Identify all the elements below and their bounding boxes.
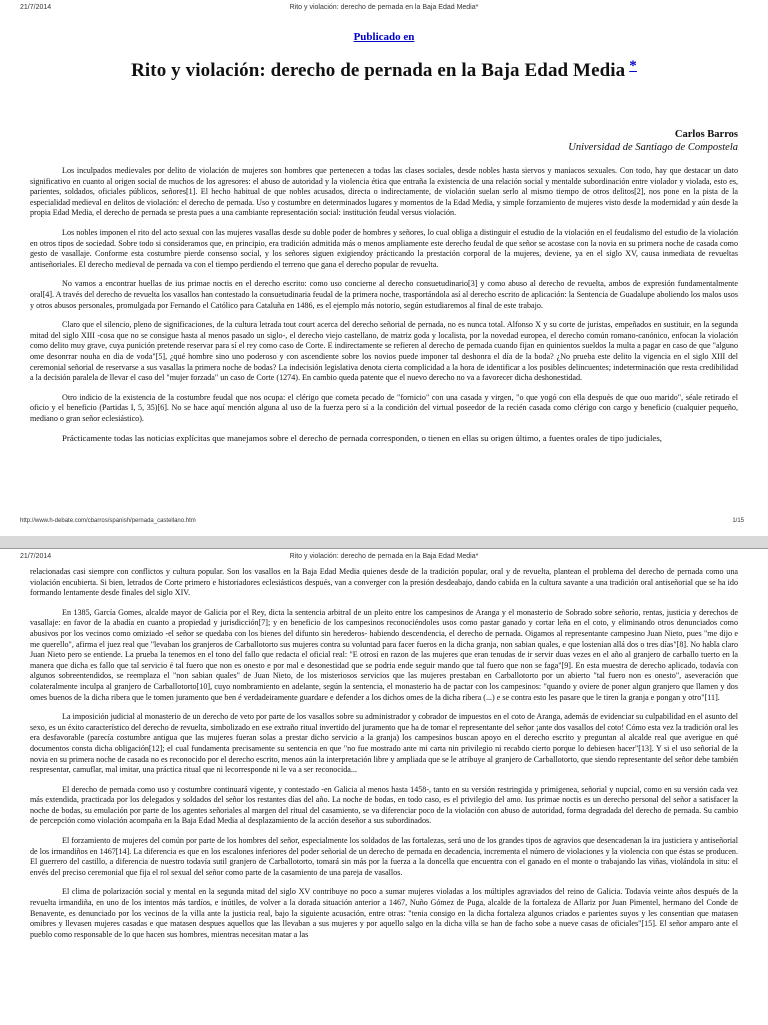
print-date: 21/7/2014 [20,4,52,11]
article-body-page-1 [30,166,738,514]
paragraph: Prácticamente todas las noticias explícitas que manejamos sobre el derecho de pernada corresponden, o tienen en ellas su origen último, a fuentes orales de tipo judiciales, [62,433,662,444]
page-number: 1/15 [732,518,744,524]
page-url: http://www.h-debate.com/cbarros/spanish/pernada_castellano.htm [20,518,196,524]
paragraph: El clima de polarización social y mental en la segunda mitad del siglo XV contribuye no poco a sumar mujeres violadas a los múltiples agraviados del reino de Galicia. Todavía veinte años después de la revuelta irmandiña, en uno de los intentos más tardíos, e inútiles, de volver a la dorada situación anterior a 1467, Nuño Gómez de Puga, alcalde de la fortaleza de Allariz por Juan Pimentel, hermano del Conde de Benavente, es denunciado por los vecinos de la villa ante la justicia real, bajo la siguiente acusación, entre otras: "tenia consigo en la dicha fortaleza algunos criados e parientes suyos y les consentian que matasen omibres y llevasen mujeres casadas e que matasen despues aquellos que las llevaban a sus mujeres y por aquello salgo en la dicha villa se han de facho sobe a nueve casas de oficiales"[15]. El señor amparo ante el pueblo como responsable de lo que hacen sus hombres, mientras necesitan matar a las [30,887,738,939]
article-body-page-2 [30,567,738,1025]
paragraph: relacionadas casi siempre con conflictos y cultura popular. Son los vasallos en la Baja Edad Media quienes desde de la tradición popular, oral y de revuelta, plantean el problema del derecho de pernada como una violación encubierta. Si bien, letrados de Corte primero e historiadores eclesiásticos después, van a converger con la presión desdeabajo, dando cabida en la cultura savante a una tradición oral antiseñorial que se ha ido formando lentamente desde finales del siglo XIV. [30,567,738,598]
paragraph: El derecho de pernada como uso y costumbre continuará vigente, y contestado -en Galicia al menos hasta 1458-, tanto en su versión restringida y primigenea, señorial y nupcial, como en su versión cada vez más extendida, practicada por los delegados y soldados del señor los restantes días del año. La noche de bodas, en todo caso, es el privilegio del amo. Ius primae noctis es un derecho personal del señor a satisfacer la noche de bodas, su emulación por parte de los agentes señoriales al margen del ritual del casamiento, se va diferenciar poco de la violación con abuso de autoridad, forma degradada del derecho de pernada. Su cambio de percepción como violación acompaña en la Baja Edad Media al desplazamiento de la acción deseñor a sus subordinados. [30,784,738,826]
print-header [0,553,768,565]
paragraph: Otro indicio de la existencia de la costumbre feudal que nos ocupa: el clérigo que cometa pecado de "fornicio" con una casada y virgen, "o que yogó con ella después de que ouo marido", séale retirado el oficio y el beneficio (Partidas I, 5, 35)[6]. No se hace aquí mención alguna al uso de la fuerza pero sí a la condición del virtual poseedor de la recién casada como clérigo con cargo y beneficio (cualquier pequeño, mediano o gran señor eclesiástico). [30,392,738,423]
print-title: Rito y violación: derecho de pernada en la Baja Edad Media* [289,553,479,560]
print-footer [0,518,768,528]
author-block [568,128,738,154]
paragraph: Los inculpados medievales por delito de violación de mujeres son hombres que pertenecen a todas las clases sociales, desde nobles hasta siervos y maniacos sexuales. Con todo, hay que destacar un dato significativo en cuanto al origen social de muchos de los agresores: el abuso de autoridad y la violencia ética que entraña la existencia de una relación social y mentalde subordinación entre violador y violada, esto es, parientes, soldados, oficiales públicos, señores[1]. El hecho habitual de que nobles acusados, directa o indirectamente, de violación suelan serlo al mismo tiempo de otros delitos[2], nos pone en la pista de la especialidad medieval en delitos de violación: el derecho de pernada. Uso y costumbre en determinados lugares y momentos de la Edad Media, y simple forzamiento de mujeres visto desde la modernidad y aún desde la propia Edad Media, el derecho de pernada se presta pues a una cambiante representación social: institución feudal versus violación. [30,166,738,218]
paragraph: Claro que el silencio, pleno de significaciones, de la cultura letrada tout court acerca del derecho señorial de pernada, no es nunca total. Alfonso X y su corte de juristas, empeñados en sustituir, en la segunda mitad del siglo XIII -cosa que no se consigue hasta al menos pasado un siglo-, el derecho viejo castellano, de matriz goda y localista, por la novedad europea, el derecho común romano-canónico, enfocan la violación como delito muy grave, cuya punición pretende reservar para sí el rey como caso de Corte. E indirectamente se refieren al derecho de pernada cuando fijan en quinientos sueldos la multa a pagar en caso de que "alguno ome desonrrar nouha en dia de voda"[5], ¿qué hombre sino uno poderoso y con ascendiente sobre los novios puede imponer tal deshonra el día de la boda? ¿No prueba este delito la vigencia en el siglo XIII del ceremonial señorial de reservarse a sus vasallas la primera noche de bodas? La indecisión legislativa denota cierta complicidad a la hora de identificar a los posibles delincuentes; indeterminación que resta credibilidad a la decisión paralela de llevar el caso del "mujer forzada" un caso de Corte (1274). En cambio queda patente que el nuevo derecho no va a favorecer dicha deshonestidad. [30,320,738,383]
print-date: 21/7/2014 [20,553,52,560]
article-title-text: Rito y violación: derecho de pernada en la Baja Edad Media [131,60,626,81]
document-page-2 [0,548,768,1025]
paragraph: El forzamiento de mujeres del común por parte de los hombres del señor, especialmente los soldados de las fortalezas, será uno de los grandes tipos de agravios que desencadenan la ira justiciera y antiseñorial de los irmandiños en 1467[14]. La diferencia es que en los escalones inferiores del poder señorial de un derecho de pernada en decadencia, incrementa el número de violaciones y la violencia con que éstas se producen. El guerrero del castillo, a diferencia de nuestro todavía sutil granjero de Carballotorto, tomará sin más por la fuerza a la doncella que encuentra con el ganado en el monte o trabajando las viñas, violándola in situ: el envés del preciso ceremonial que fija el rol sexual del señor como parte de la casamiento de una pareja de vasallos. [30,836,738,877]
author-affiliation: Universidad de Santiago de Compostela [568,142,738,153]
print-header [0,4,768,16]
paragraph: Los nobles imponen el rito del acto sexual con las mujeres vasallas desde su doble poder de hombres y señores, lo cual obliga a distinguir el estudio de la violación en el feudalismo del estudio de la violación en otros tipos de sociedad. Sobre todo si consideramos que, en principio, era tradición admitida más o menos ampliamente este derecho feudal de que señor se acostase con la novia en su primera noche de casada como gesto de vasallaje. Conforme esta costumbre pierde consenso social, y los señores siguen exigiendoy prácticando la prestación corporal de la mujeres, deviene, ya en el siglo XV, causa inmediata de revueltas antiseñoriales. El derecho medieval de pernada va con el tiempo perdiendo el terreno que gana el derecho popular de revuelta. [30,227,738,269]
print-title: Rito y violación: derecho de pernada en la Baja Edad Media* [289,4,479,11]
article-title [0,58,768,82]
page-separator [0,536,768,548]
author-name: Carlos Barros [674,129,738,140]
paragraph: No vamos a encontrar huellas de ius primae noctis en el derecho escrito: como uso concierne al derecho consuetudinario[3] y como abuso al derecho de revuelta, ambos de expresión fundamentalmente oral[4]. A través del derecho de revuelta los vasallos han contestado la consuetudinaria feudal de la primera noche, trasportándola así al derecho escrito de aplicación: la Sentencia de Guadalupe aboliendo los malos usos y otros abusos personales, promulgada por Fernando el Católico para Cataluña en 1486, es el ejemplo más notorio, según estudiaremos al final de este trabajo. [30,279,738,310]
paragraph: En 1385, García Gomes, alcalde mayor de Galicia por el Rey, dicta la sentencia arbitral de un pleito entre los campesinos de Aranga y el monasterio de Sobrado sobre señorío, rentas, justicia y derechos de vasallaje: en favor de la abadía en cuanto a propiedad y jurisdicción[7]; y en beneficio de los campesinos reconociéndoles usos como pastar ganado y cortar leña en el coto, y eliminando otros denunciados como abusivos por los vecinos como omiziado -el señor se quedaba con los bienes del difunto sin herederos- habiendo descendencia, el derecho de pernada. Oigamos al representante campesino Juan Nieto, pues "me dijo e me querello", afirma el juez real que "levaban los granjeros de Carballotorto sus mujeres contra su voluntad para facer fueros en la dicha granja, non sabian quales, e que lostenian allá dos o tres días"[8]. No habla claro Juan Nieto pero se entiende. La prueba la tenemos en el tono del fallo que redacta el oficial real: "E otrosí en razon de las mujeres que eran tenudas de ir servir duas vezes en el año al granjero de carballo tuerto en la manera que dicha es fallo que tal servicio é tal fuero que non es onesto e por mal e desonestidad que se podria ende seguir mando que tal fuero que non se faga"[9]. En esta muestra de derecho aplicado, todavía con algunos sobreentendidos, se reemplaza el "non sabian quales" de Juan Nieto, de los misteriosos servicios que las mujeres prestaban en Carballotorto por un abierto "tal fuero non es onesto", aseveración que colateralmente inculpa al granjero de Carballotorto[10], cuyo nombramiento en adelante, según la sentencia, el monasterio ha de pactar con los campesinos: "quando y oviere de poner algun granjero que llamen y dos omes buenos de la dicha ribera que le tomen juramento que ben é verdadeiramente guardare e defender a los dichos omes de la dicha ribera (...) e se contra esto les pasare que le tiren la granja e pongan y otro"[11]. [30,607,738,702]
title-footnote-link[interactable]: * [629,58,637,74]
paragraph: La imposición judicial al monasterio de un derecho de veto por parte de los vasallos sobre su administrador y cobrador de impuestos en el coto de Aranga, además de evidenciar su culpabilidad en el asunto del sexo, es un éxito característico del derecho de revuelta, simbolizado en ese extraño ritual invertido del juramento que ha de tomar el representante del señor ¡ante dos vasallos del coto! Cómo esta vez la tradición oral les era desfavorable (parecía costumbre antigua que las mujeres fueran solas a prestar dicho servicio a la granja) los campesinos buscan apoyo en el derecho escrito y preguntan al alcalde real que averigue en qué documentos consta dicha obligación[12]; el cual fundamenta precisamente su sentencia en que "no fue mostrado ante mi carta nin privilegio ni recabdo cierto porque lo debiesen hacer"[13]. Y si el uso señorial de la novia en su primera noche de casada no es reconocido por el derecho escrito, menos aún la interpretación libre y ampliada que se le atribuye al granjero de Carballotorto, que siendo representante del señor debe también respresentar, camuflar, mal imitar, una práctica ritual que ni lecorresponde ni le va a ser reconocida... [30,712,738,775]
publication-link[interactable]: Publicado en [353,31,415,43]
